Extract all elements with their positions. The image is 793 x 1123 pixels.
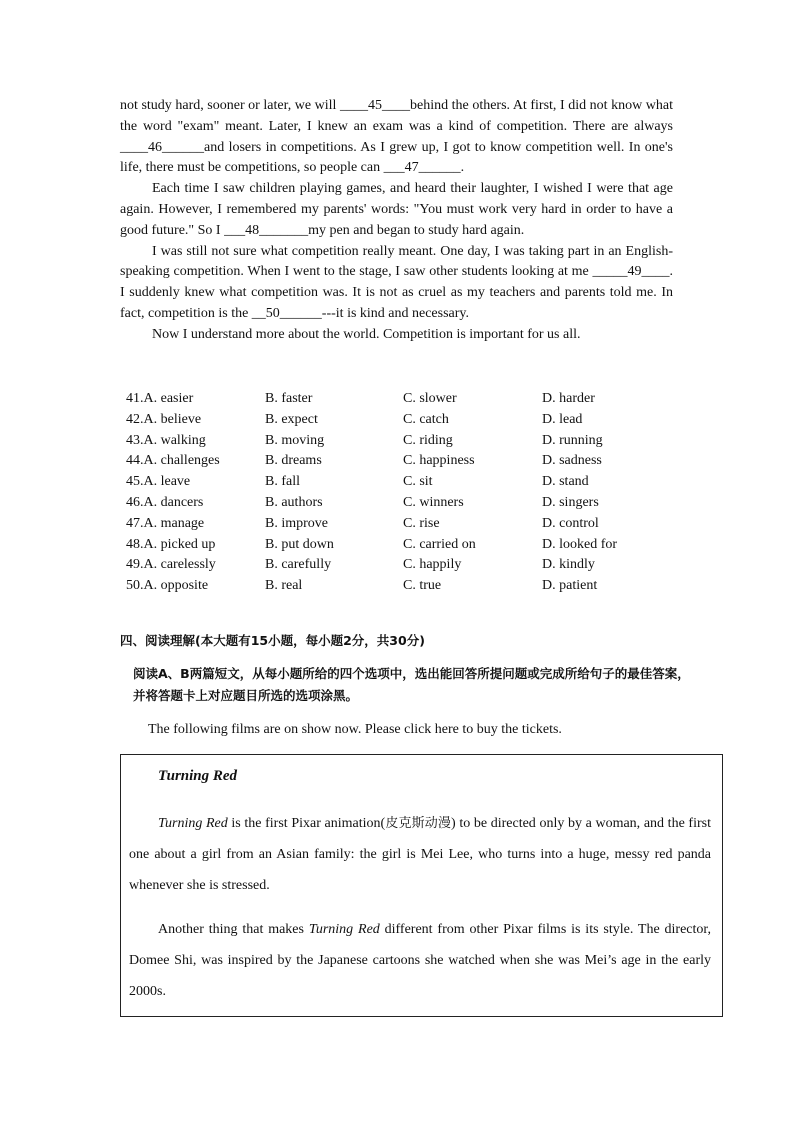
film-paragraph-1-text-b: ) to be directed only by a woman, and the first one about a girl from an Asian family: the girl is Mei Lee, who turns into a huge, messy red panda whenever she is stressed. bbox=[129, 816, 711, 893]
option-c: C. sit bbox=[403, 474, 433, 490]
option-c: C. carried on bbox=[403, 536, 476, 552]
option-c: C. happiness bbox=[403, 453, 475, 469]
option-d: D. harder bbox=[542, 391, 595, 406]
option-row bbox=[126, 493, 686, 514]
film-paragraph-2 bbox=[129, 914, 711, 1007]
option-row bbox=[126, 535, 686, 556]
option-b: B. real bbox=[265, 578, 303, 594]
option-d: D. sadness bbox=[542, 453, 602, 469]
option-b: B. improve bbox=[265, 515, 328, 531]
option-d: D. lead bbox=[542, 411, 583, 427]
option-c: C. riding bbox=[403, 432, 453, 448]
option-row bbox=[126, 431, 686, 452]
film-paragraph-2-text-a: Another thing that makes bbox=[158, 922, 309, 937]
option-d: D. control bbox=[542, 515, 599, 531]
option-a: 46.A. dancers bbox=[126, 494, 204, 510]
option-b: B. dreams bbox=[265, 453, 322, 469]
option-b: B. moving bbox=[265, 432, 325, 448]
passage-paragraph-3: I was still not sure what competition really meant. One day, I was taking part in an English-speaking competition. When I went to the stage, I saw other students looking at me _____49____. I suddenly knew what competition was. It is not as cruel as my teachers and parents told me. In fact, competition is the __50______---it is kind and necessary. bbox=[120, 243, 673, 321]
option-a: 41.A. easier bbox=[126, 391, 194, 406]
passage-paragraph-1: not study hard, sooner or later, we will ____45____behind the others. At first, I did not know what the word "exam" meant. Later, I knew an exam was a kind of competition. There are always ____46______and losers in competitions. As I grew up, I got to know competition well. In one's life, there must be competitions, so people can ___47______. bbox=[120, 98, 673, 176]
option-c: C. happily bbox=[403, 557, 462, 573]
option-a: 48.A. picked up bbox=[126, 536, 216, 552]
section-heading: 四、阅读理解(本大题有15小题，每小题2分，共30分) bbox=[120, 633, 425, 648]
film-title: Turning Red bbox=[158, 768, 238, 784]
passage-paragraph-4: Now I understand more about the world. Competition is important for us all. bbox=[152, 326, 581, 342]
passage-paragraph-2: Each time I saw children playing games, and heard their laughter, I wished I were that age again. However, I remembered my parents' words: "You must work very hard in order to have a good future." So I ___48_______my pen and began to study hard again. bbox=[120, 181, 673, 238]
option-b: B. carefully bbox=[265, 557, 332, 573]
option-c: C. rise bbox=[403, 515, 440, 531]
film-box bbox=[120, 754, 723, 1017]
option-d: D. patient bbox=[542, 578, 598, 594]
option-a: 47.A. manage bbox=[126, 515, 205, 531]
option-row bbox=[126, 514, 686, 535]
option-row bbox=[126, 389, 686, 410]
options-list bbox=[126, 389, 686, 597]
option-b: B. expect bbox=[265, 411, 318, 427]
option-c: C. slower bbox=[403, 391, 457, 406]
option-a: 50.A. opposite bbox=[126, 578, 209, 594]
option-c: C. true bbox=[403, 578, 442, 594]
option-row bbox=[126, 576, 686, 597]
film-paragraph-1-text-a: is the first Pixar animation( bbox=[227, 816, 386, 831]
film-paragraph-1-chinese: 皮克斯动漫 bbox=[385, 816, 452, 831]
option-a: 45.A. leave bbox=[126, 474, 191, 490]
option-d: D. stand bbox=[542, 474, 589, 490]
option-b: B. authors bbox=[265, 494, 323, 510]
film-paragraph-1 bbox=[129, 808, 711, 901]
option-b: B. fall bbox=[265, 474, 300, 490]
film-paragraph-2-text-b: different from other Pixar films is its style. The director, Domee Shi, was inspired by the Japanese cartoons she watched when she was Mei’s age in the early 2000s. bbox=[129, 922, 711, 999]
reading-intro: The following films are on show now. Please click here to buy the tickets. bbox=[148, 722, 562, 737]
option-d: D. looked for bbox=[542, 536, 618, 552]
option-d: D. singers bbox=[542, 494, 599, 510]
cloze-passage bbox=[120, 96, 673, 346]
option-d: D. running bbox=[542, 432, 603, 448]
film-title-inline-2: Turning Red bbox=[308, 922, 380, 937]
section-instruction: 阅读A、B两篇短文，从每小题所给的四个选项中，选出能回答所提问题或完成所给句子的最佳答案，并将答题卡上对应题目所选的选项涂黑。 bbox=[133, 666, 690, 703]
option-a: 43.A. walking bbox=[126, 432, 206, 448]
option-c: C. winners bbox=[403, 494, 464, 510]
option-row bbox=[126, 472, 686, 493]
film-title-inline: Turning Red bbox=[158, 816, 228, 831]
option-c: C. catch bbox=[403, 411, 449, 427]
option-d: D. kindly bbox=[542, 557, 595, 573]
option-row bbox=[126, 410, 686, 431]
option-a: 44.A. challenges bbox=[126, 453, 220, 469]
option-a: 42.A. believe bbox=[126, 411, 202, 427]
option-row bbox=[126, 451, 686, 472]
option-b: B. put down bbox=[265, 536, 334, 552]
option-row bbox=[126, 555, 686, 576]
option-b: B. faster bbox=[265, 391, 313, 406]
option-a: 49.A. carelessly bbox=[126, 557, 216, 573]
